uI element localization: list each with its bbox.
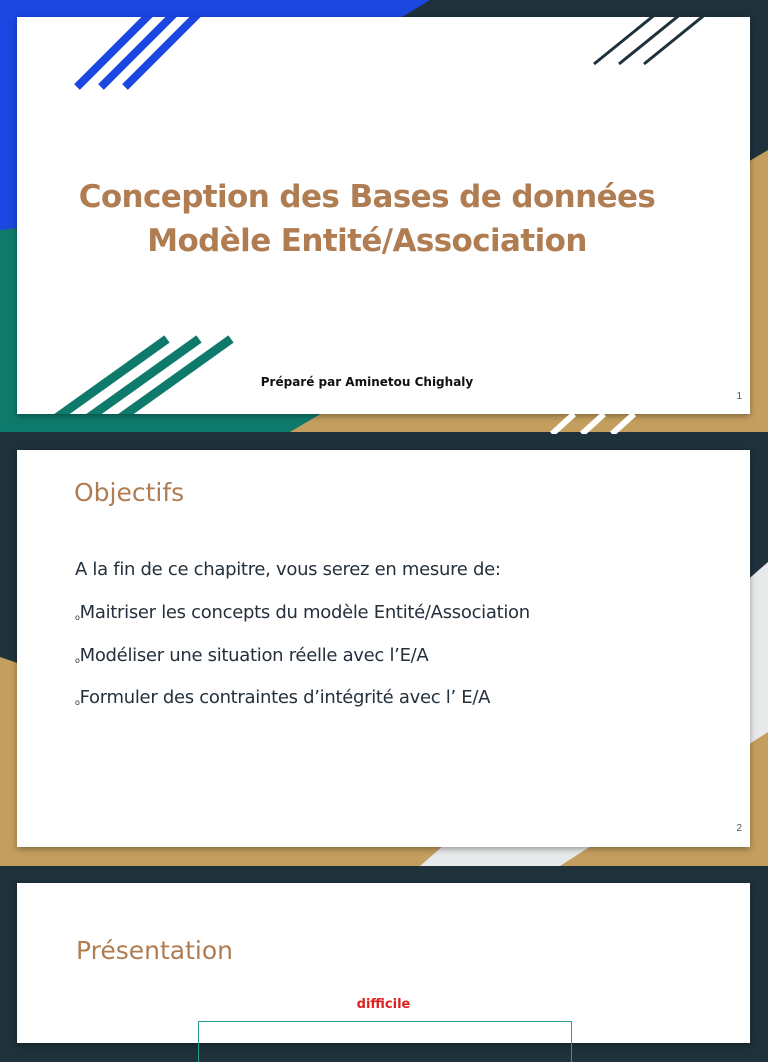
slide-number: 1 xyxy=(736,391,742,402)
slide-heading: Objectifs xyxy=(74,478,185,507)
presentation-slide xyxy=(17,883,750,1043)
presentation-title: Conception des Bases de données Modèle Entité/Association xyxy=(78,179,656,259)
slide-heading: Présentation xyxy=(76,936,234,965)
title-slide xyxy=(17,17,750,414)
diagram-box xyxy=(198,1021,572,1062)
bullet-icon: o xyxy=(75,698,80,707)
slide1-white-stripes xyxy=(548,414,678,434)
objective-item: oMaitriser les concepts du modèle Entité/Association xyxy=(75,602,530,623)
objective-item: oFormuler des contraintes d’intégrité avec l’ E/A xyxy=(75,687,491,708)
objective-item: oModéliser une situation réelle avec l’E/A xyxy=(75,645,429,666)
slide-number: 2 xyxy=(736,823,742,834)
diagram-label: difficile xyxy=(356,997,411,1012)
bullet-icon: o xyxy=(75,656,80,665)
objectives-intro: A la fin de ce chapitre, vous serez en mesure de: xyxy=(75,559,501,580)
author-line: Préparé par Aminetou Chighaly xyxy=(260,375,474,389)
objectives-slide xyxy=(17,450,750,847)
bullet-icon: o xyxy=(75,613,80,622)
